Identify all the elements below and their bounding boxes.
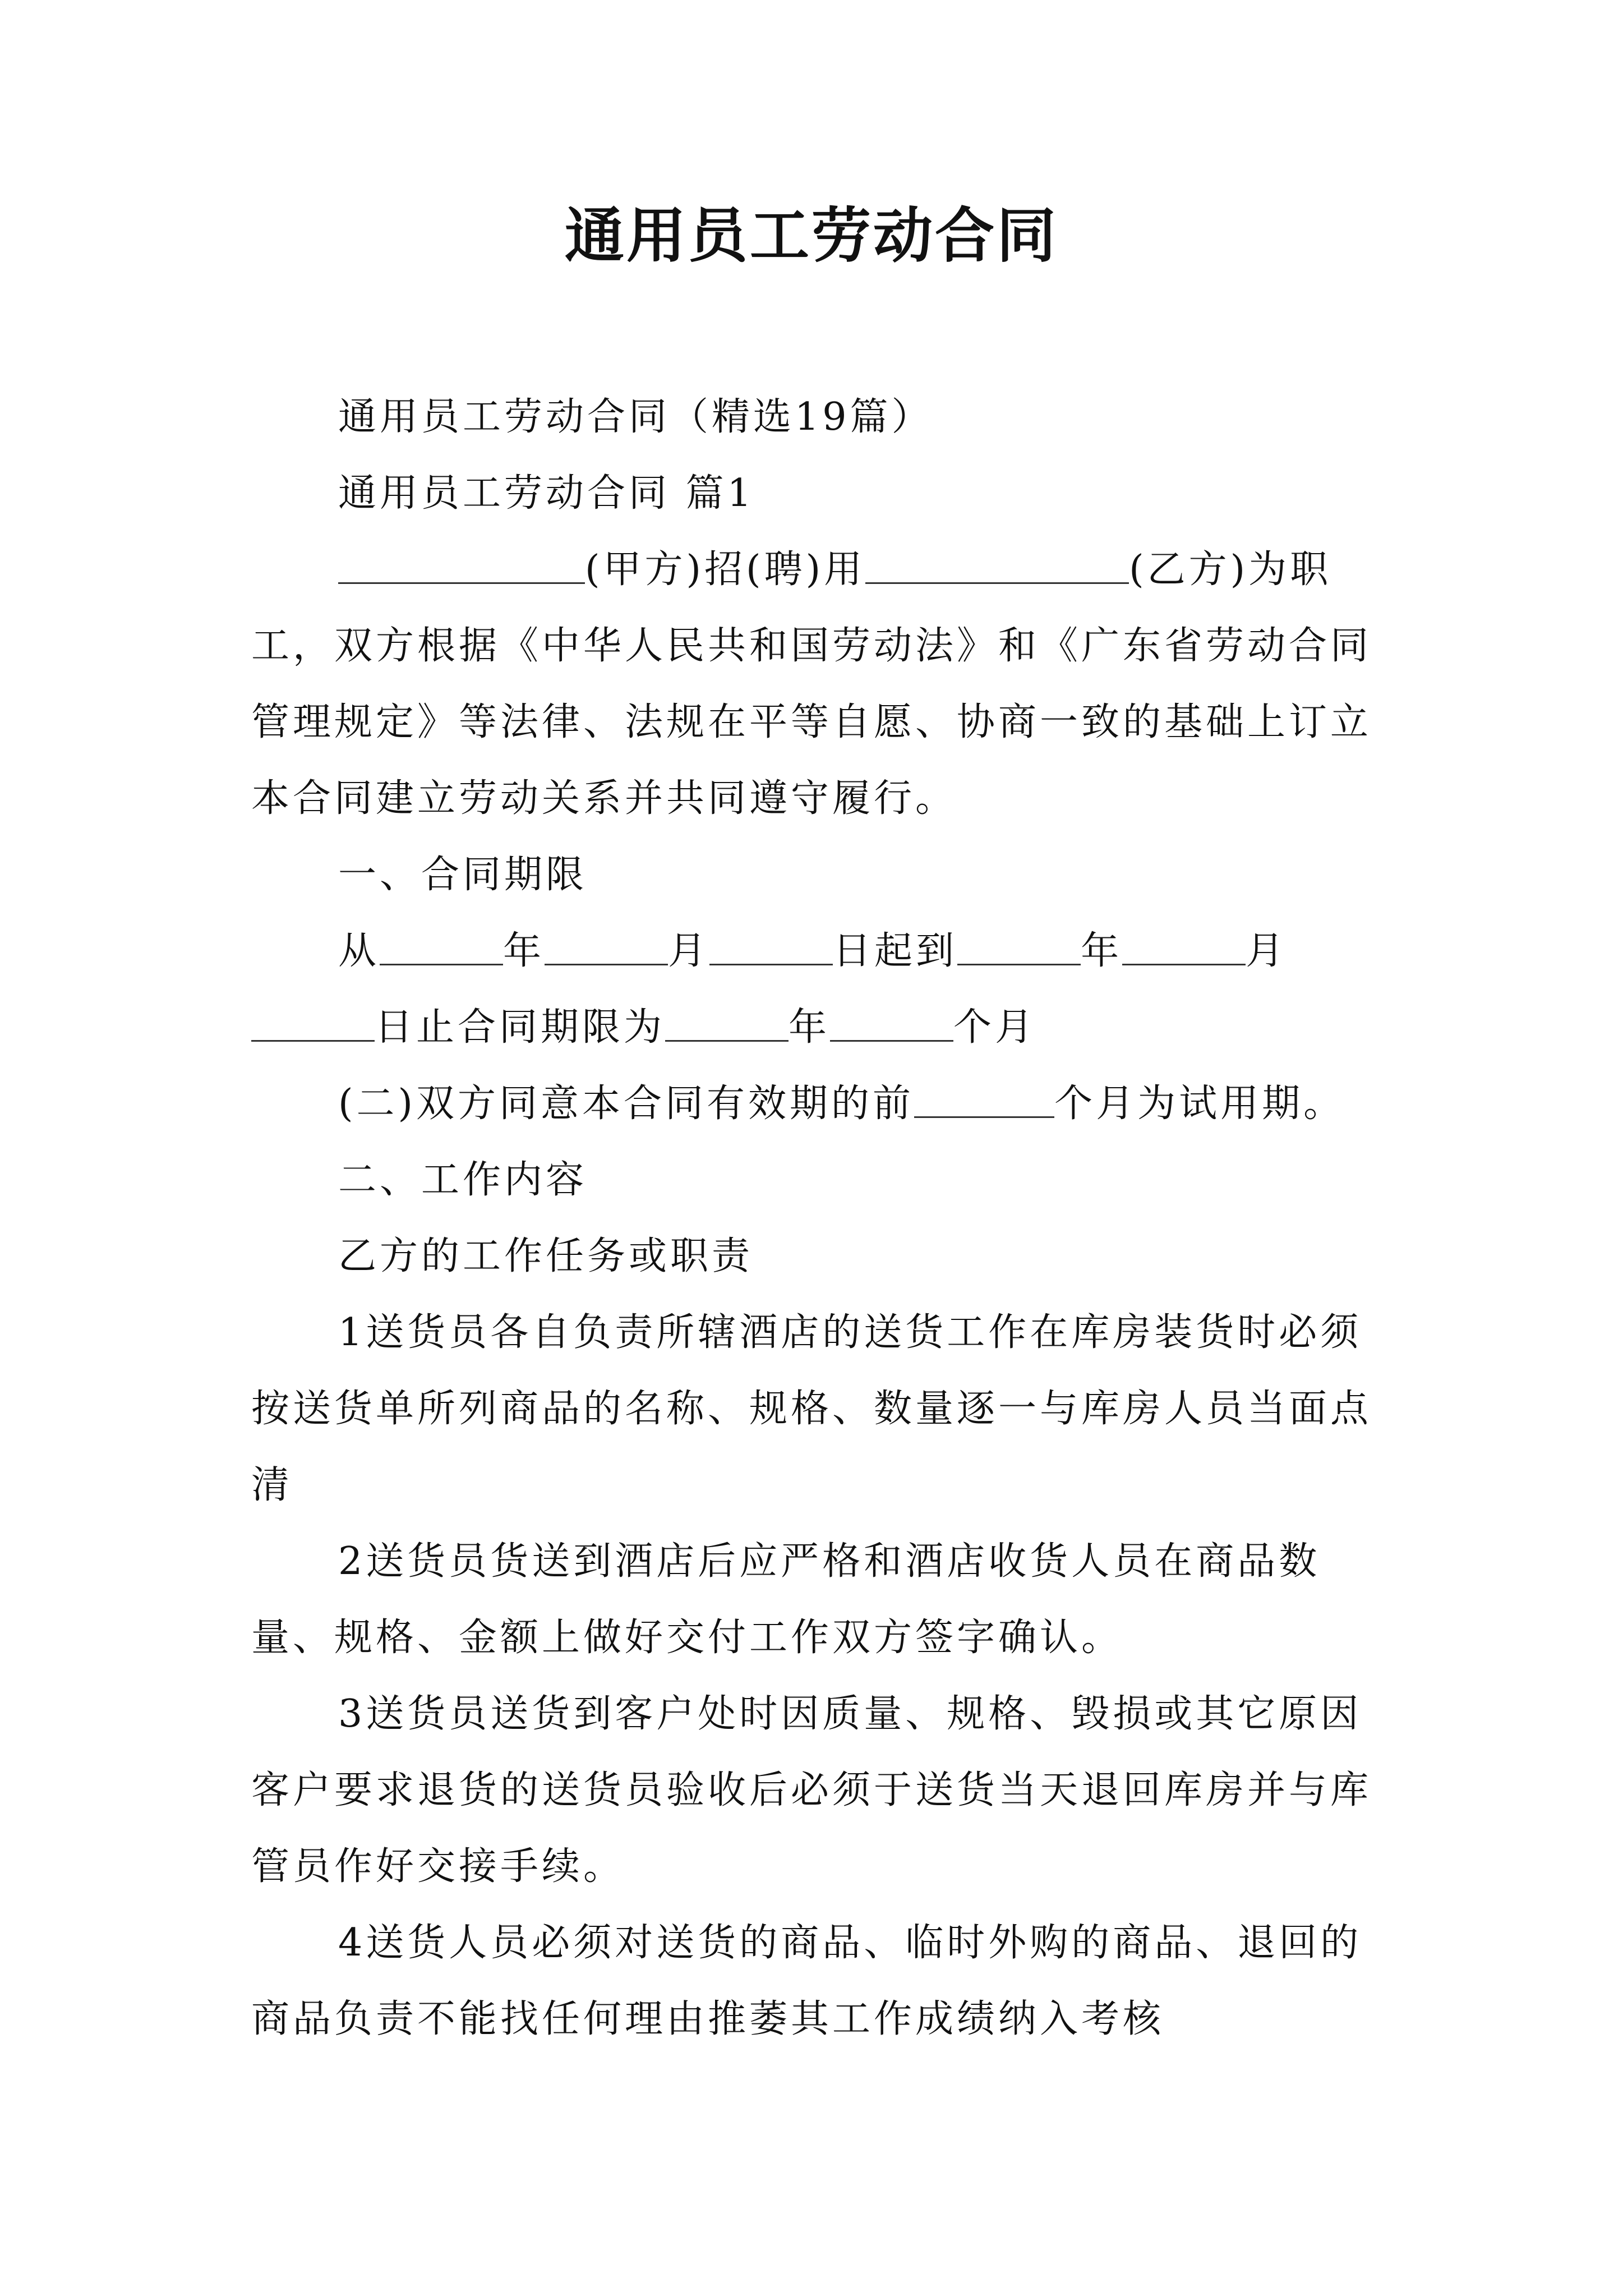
- end-year-label: 年: [1081, 929, 1123, 973]
- duty-item-1: 1送货员各自负责所辖酒店的送货工作在库房装货时必须按送货单所列商品的名称、规格、数量逐一与库房人员当面点清: [251, 1310, 1372, 1507]
- start-month-blank: [545, 930, 668, 965]
- intro-text: 职工，双方根据《中华人民共和国劳动法》和《广东省劳动合同管理规定》等法律、法规在平等自愿、协商一致的基础上订立本合同建立劳动关系并共同遵守履行。: [251, 547, 1372, 821]
- probation-post: 个月为试用期。: [1054, 1082, 1345, 1126]
- duty-item-3: 3送货员送货到客户处时因质量、规格、毁损或其它原因客户要求退货的送货员验收后必须于送货当天退回库房并与库管员作好交接手续。: [251, 1692, 1372, 1889]
- day-end-label: 日止合同期限为: [375, 1005, 666, 1050]
- party-b-label: (乙方)为: [1129, 547, 1290, 592]
- probation-paragraph: [251, 1066, 1378, 1142]
- clause2-subheading: 乙方的工作任务或职责: [338, 1234, 754, 1278]
- document-body: [251, 379, 1378, 2058]
- end-month-label: 月: [1246, 929, 1288, 973]
- contract-term-paragraph: [251, 913, 1378, 1066]
- term-year-label: 年: [789, 1005, 831, 1050]
- clause2-heading: 二、工作内容: [338, 1158, 588, 1202]
- party-b-blank: [865, 548, 1129, 584]
- start-year-label: 年: [503, 929, 545, 973]
- end-day-blank: [251, 1006, 375, 1042]
- section-heading: 通用员工劳动合同 篇1: [338, 471, 755, 516]
- duty-item-4: 4送货人员必须对送货的商品、临时外购的商品、退回的商品负责不能找任何理由推萎其工作成绩纳入考核: [251, 1921, 1362, 2041]
- term-months-label: 个月: [953, 1005, 1037, 1050]
- intro-paragraph: [251, 532, 1378, 837]
- duty-item-2: 2送货员货送到酒店后应严格和酒店收货人员在商品数量、规格、金额上做好交付工作双方签字确认。: [251, 1539, 1321, 1660]
- term-months-blank: [830, 1006, 953, 1042]
- start-year-blank: [380, 930, 503, 965]
- end-month-blank: [1122, 930, 1246, 965]
- probation-blank: [914, 1082, 1054, 1118]
- term-from-label: 从: [338, 929, 380, 973]
- document-subtitle: 通用员工劳动合同（精选19篇）: [338, 395, 933, 439]
- start-month-label: 月: [668, 929, 710, 973]
- term-years-blank: [665, 1006, 789, 1042]
- document-title: 通用员工劳动合同: [565, 200, 1058, 270]
- party-a-label: (甲方)招(聘)用: [585, 547, 866, 592]
- party-a-blank: [338, 548, 585, 584]
- probation-pre: (二)双方同意本合同有效期的前: [338, 1082, 915, 1126]
- day-to-label: 日起到: [833, 929, 958, 973]
- clause1-heading: 一、合同期限: [338, 853, 588, 897]
- start-day-blank: [709, 930, 833, 965]
- end-year-blank: [957, 930, 1081, 965]
